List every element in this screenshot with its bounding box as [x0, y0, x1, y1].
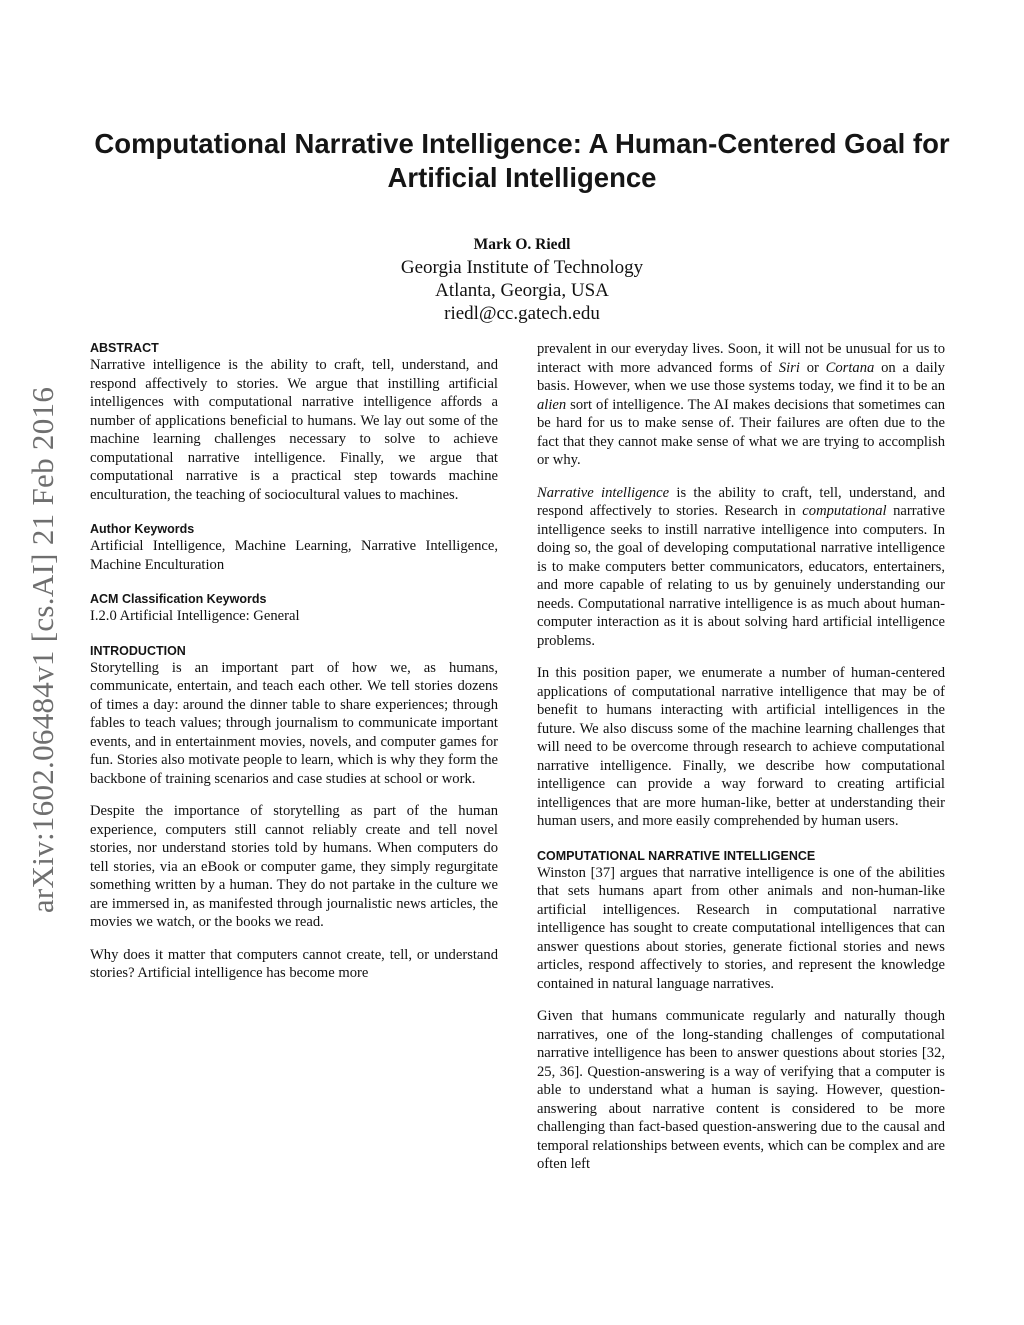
- siri-term: Siri: [778, 359, 800, 376]
- author-name: Mark O. Riedl: [473, 236, 571, 253]
- introduction-paragraph-3: Why does it matter that computers cannot create, tell, or understand stories? Artificial intelligence has become more: [90, 946, 498, 981]
- paper-title: Computational Narrative Intelligence: A Human-Centered Goal for Artificial Intelligence: [94, 128, 950, 193]
- narrative-intelligence-term: Narrative intelligence: [537, 484, 670, 501]
- author-block: [320, 234, 724, 325]
- left-column: [90, 340, 498, 983]
- introduction-heading: INTRODUCTION: [90, 643, 186, 658]
- introduction-paragraph-1: Storytelling is an important part of how we, as humans, communicate, entertain, and teach each other. We tell stories dozens of times a day: around the dinner table to share experiences; through fables to teach values; through journalism to communicate important events, and in entertainment movies, novels, and computer games for fun. Stories also motivate people to learn, which is why they form the backbone of training scenarios and case studies at school or work.: [90, 659, 498, 787]
- introduction-paragraph-5: Narrative intelligence is the ability to craft, tell, understand, and respond affectively to stories. Research in computational narrative intelligence seeks to instill narrative intelligence into computers. In doing so, the goal of developing computational narrative intelligence is to make computers better communicators, educators, entertainers, and more capable of relating to us by genuinely understanding our needs. Computational narrative intelligence is as much about human-computer interaction as it is about solving hard artificial intelligence problems.: [537, 484, 945, 649]
- introduction-paragraph-2: Despite the importance of storytelling as part of the human experience, computers still cannot reliably create and tell novel stories, nor understand stories told by humans. When computers do tell stories, via an eBook or computer game, they simply regurgitate something written by a human. They do not partake in the culture we are immersed in, as manifested through journalistic news articles, the movies we watch, or the books we read.: [90, 803, 498, 930]
- acm-keywords-heading: ACM Classification Keywords: [90, 592, 267, 606]
- introduction-paragraph-4: prevalent in our everyday lives. Soon, it will not be unusual for us to interact with more advanced forms of Siri or Cortana on a daily basis. However, when we use those systems today, we find it to be an alien sort of intelligence. The AI makes decisions that sometimes can be hard for us to make sense of. Their failures are often due to the fact that they cannot make sense of what we are trying to accomplish or why.: [537, 341, 945, 468]
- author-keywords-text: Artificial Intelligence, Machine Learning, Narrative Intelligence, Machine Enculturation: [90, 538, 498, 573]
- cni-paragraph-1: Winston [37] argues that narrative intelligence is one of the abilities that sets humans apart from other animals and non-human-like artificial intelligences. Research in computational narrative intelligence has sought to create computational intelligences that can answer questions about stories, generate fictional stories and news articles, respond affectively to stories, and represent the knowledge contained in natural language narratives.: [537, 864, 945, 992]
- cni-heading: COMPUTATIONAL NARRATIVE INTELLIGENCE: [537, 848, 816, 863]
- right-column: [537, 340, 945, 1174]
- author-affiliation: Georgia Institute of Technology: [400, 257, 644, 278]
- computational-term: computational: [802, 503, 887, 519]
- acm-keywords-text: I.2.0 Artificial Intelligence: General: [90, 608, 300, 624]
- arxiv-identifier: arXiv:1602.06484v1 [cs.AI] 21 Feb 2016: [25, 386, 60, 914]
- author-email: riedl@cc.gatech.edu: [444, 303, 600, 324]
- author-keywords-heading: Author Keywords: [90, 522, 195, 536]
- alien-term: alien: [537, 396, 567, 413]
- author-location: Atlanta, Georgia, USA: [435, 280, 609, 301]
- abstract-heading: ABSTRACT: [90, 341, 159, 355]
- cortana-term: Cortana: [825, 359, 875, 376]
- cni-paragraph-2: Given that humans communicate regularly and naturally though narratives, one of the long-standing challenges of computational narrative intelligence has been to answer questions about stories [32, 25, 36]. Question-answering is a way of verifying that a computer is able to understand what a human is saying. However, question-answering about narrative content is considered to be more challenging than fact-based question-answering due to the causal and temporal relationships between events, which can be complex and are often left: [537, 1008, 945, 1172]
- abstract-text: Narrative intelligence is the ability to craft, tell, understand, and respond affectively to stories. We argue that instilling artificial intelligences with computational narrative intelligence affords a number of applications beneficial to humans. We lay out some of the machine learning challenges necessary to solve to achieve computational narrative intelligence. Finally, we argue that computational narrative is a practical step towards machine enculturation, the teaching of sociocultural values to machines.: [90, 357, 498, 503]
- introduction-paragraph-6: In this position paper, we enumerate a number of human-centered applications of computational narrative intelligence that may be of benefit to humans interacting with artificial intelligences in the future. We also discuss some of the machine learning challenges that will need to be overcome through research to achieve computational narrative intelligence. Finally, we describe how computational intelligence can provide a way forward to creating artificial intelligences that are more human-like, better at understanding their human users, and more easily comprehended by human users.: [537, 665, 945, 829]
